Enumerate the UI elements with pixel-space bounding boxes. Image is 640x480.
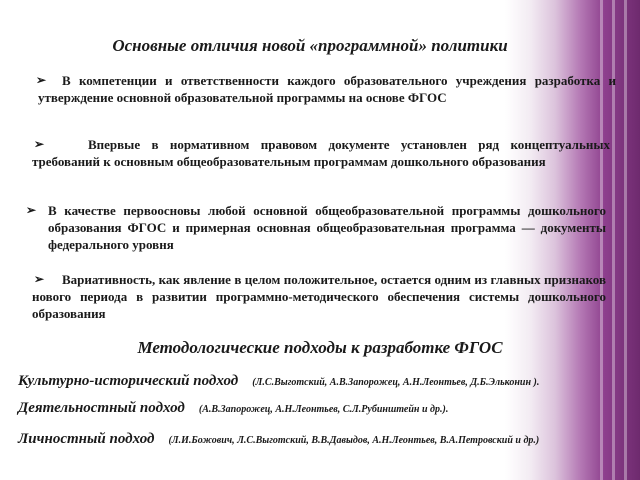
bullet-item: [26, 202, 606, 253]
bullet-item: [32, 271, 606, 322]
approach-name: Личностный подход: [18, 431, 155, 447]
arrow-bullet-icon: ➢: [34, 272, 45, 286]
approach-authors: (Л.С.Выготский, А.В.Запорожец, А.Н.Леонтьев, Д.Б.Эльконин ).: [252, 377, 540, 388]
bullet-text: В качестве первоосновы любой основной общеобразовательной программы дошкольного образования ФГОС и примерная основная общеобразовательная программа — документы федерального уровня: [48, 203, 606, 252]
approach-authors: (А.В.Запорожец, А.Н.Леонтьев, С.Л.Рубинштейн и др.).: [198, 404, 449, 415]
arrow-bullet-icon: ➢: [34, 137, 45, 151]
bullet-text: В компетенции и ответственности каждого образовательного учреждения разработка и утверждение основной образовательной программы на основе ФГОС: [38, 73, 616, 105]
approach-item: [18, 399, 448, 417]
bullet-item: [32, 136, 610, 170]
approach-name: Деятельностный подход: [18, 400, 185, 416]
section-subtitle: Методологические подходы к разработке ФГОС: [137, 338, 503, 357]
approach-item: [18, 430, 539, 448]
approach-authors: (Л.И.Божович, Л.С.Выготский, В.В.Давыдов, А.Н.Леонтьев, В.А.Петровский и др.): [168, 435, 540, 446]
bullet-text: Вариативность, как явление в целом положительное, остается одним из главных признаков нового периода в развитии программно-методического обеспечения системы дошкольного образования: [32, 272, 606, 321]
approach-name: Культурно-исторический подход: [18, 373, 239, 389]
bullet-text: Впервые в нормативном правовом документе установлен ряд концептуальных требований к основным общеобразовательным программам дошкольного образования: [32, 137, 610, 169]
approach-item: [18, 372, 539, 390]
slide-title: Основные отличия новой «программной» политики: [112, 36, 508, 55]
bullet-item: [38, 72, 616, 106]
arrow-bullet-icon: ➢: [26, 203, 37, 217]
arrow-bullet-icon: ➢: [36, 73, 47, 87]
